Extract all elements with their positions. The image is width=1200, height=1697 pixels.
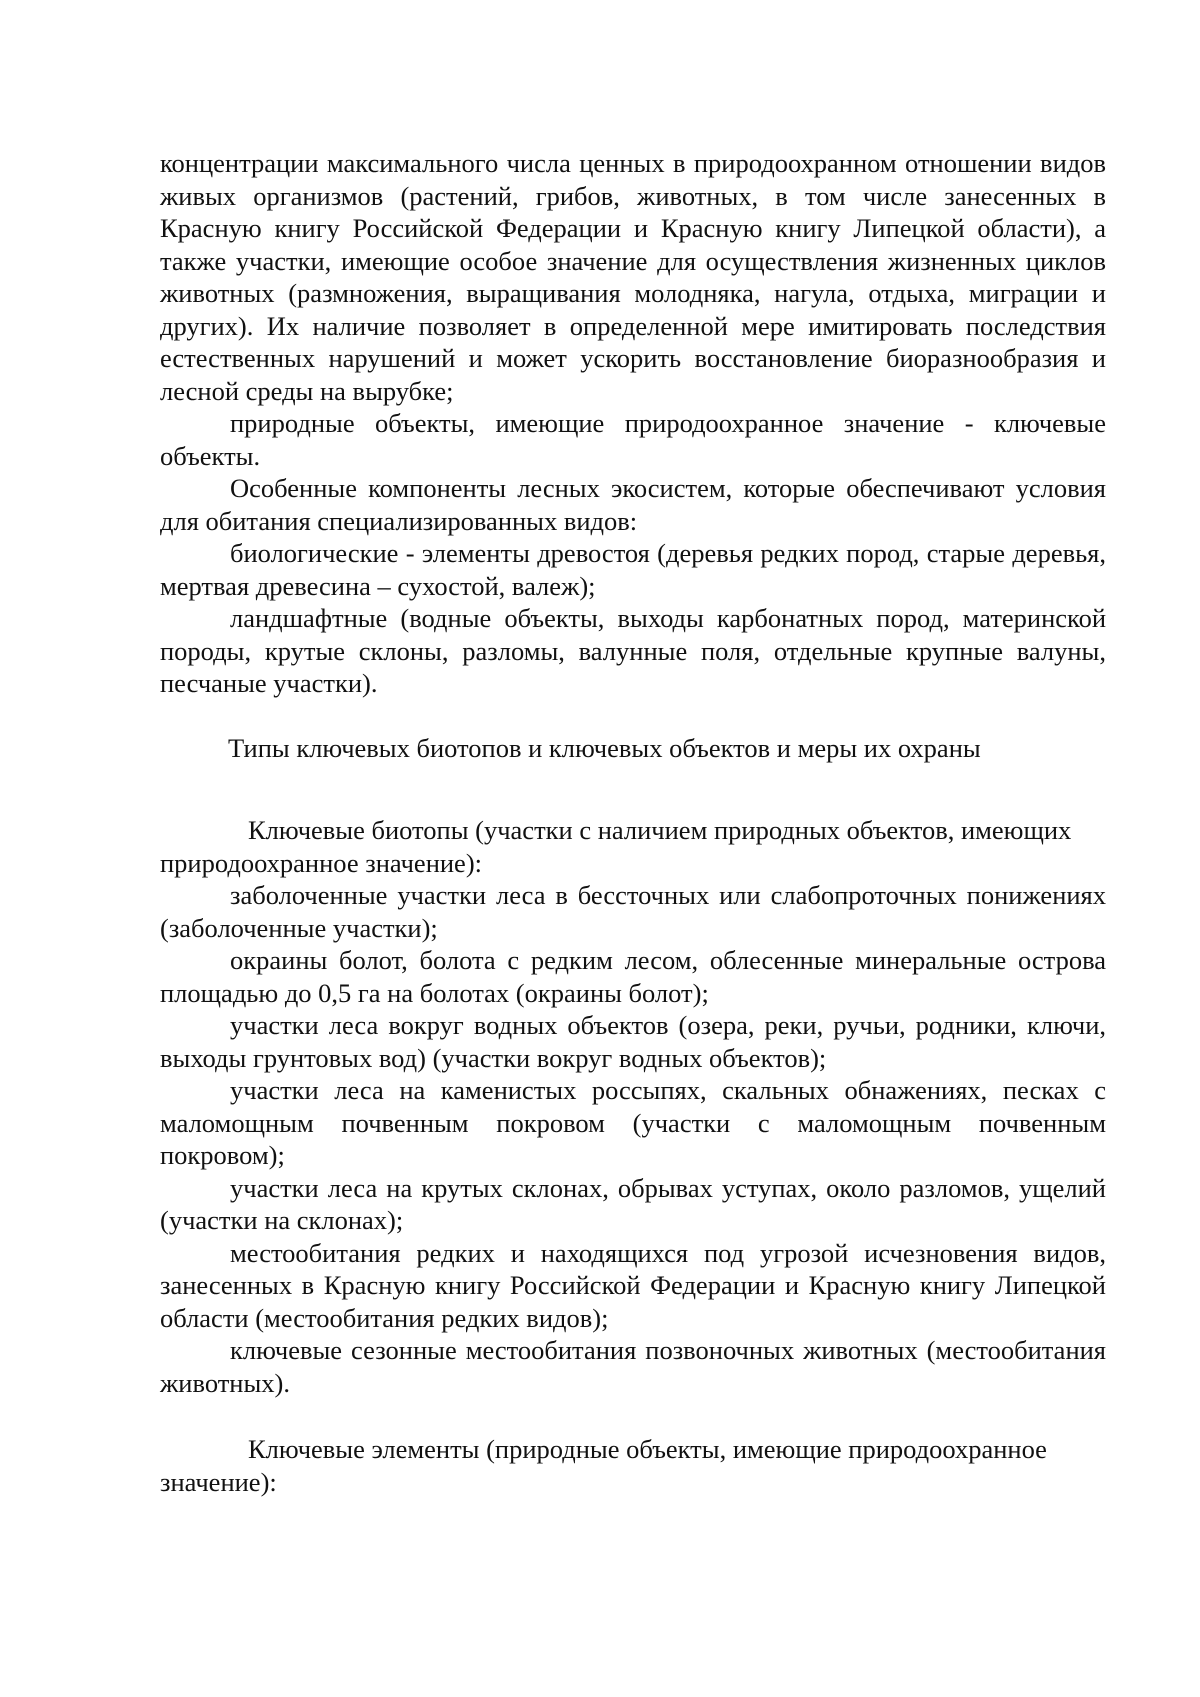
biotope-item: участки леса на каменистых россыпях, скальных обнажениях, песках с маломощным почвенным покровом (участки с маломощным почвенным покровом);: [160, 1075, 1106, 1170]
document-page: [160, 147, 1106, 1498]
elements-intro: Ключевые элементы (природные объекты, имеющие природоохранное значение):: [160, 1434, 1047, 1497]
paragraph-continuation: концентрации максимального числа ценных в природоохранном отношении видов живых организмов (растений, грибов, животных, в том числе занесенных в Красную книгу Российской Федерации и Красную книгу Липецкой области), а также участки, имеющие особое значение для осуществления жизненных циклов животных (размножения, выращивания молодняка, нагула, отдыха, миграции и других). Их наличие позволяет в определенной мере имитировать последствия естественных нарушений и может ускорить восстановление биоразнообразия и лесной среды на вырубке;: [160, 148, 1106, 406]
paragraph-biological: биологические - элементы древостоя (деревья редких пород, старые деревья, мертвая древесина – сухостой, валеж);: [160, 538, 1106, 601]
biotope-item: участки леса вокруг водных объектов (озера, реки, ручьи, родники, ключи, выходы грунтовых вод) (участки вокруг водных объектов);: [160, 1010, 1106, 1073]
biotope-item: местообитания редких и находящихся под угрозой исчезновения видов, занесенных в Красную книгу Российской Федерации и Красную книгу Липецкой области (местообитания редких видов);: [160, 1237, 1106, 1333]
paragraph-landscape: ландшафтные (водные объекты, выходы карбонатных пород, материнской породы, крутые склоны, разломы, валунные поля, отдельные крупные валуны, песчаные участки).: [160, 603, 1106, 698]
biotope-item: ключевые сезонные местообитания позвоночных животных (местообитания животных).: [160, 1335, 1106, 1398]
biotopes-intro: Ключевые биотопы (участки с наличием природных объектов, имеющих природоохранное значение):: [160, 815, 1072, 878]
biotope-item: окраины болот, болота с редким лесом, облесенные минеральные острова площадью до 0,5 га на болотах (окраины болот);: [160, 945, 1106, 1008]
paragraph-key-objects: природные объекты, имеющие природоохранное значение - ключевые объекты.: [160, 408, 1106, 471]
paragraph-special-components: Особенные компоненты лесных экосистем, которые обеспечивают условия для обитания специализированных видов:: [160, 473, 1106, 536]
spacer: [160, 700, 1106, 732]
spacer: [160, 1399, 1106, 1433]
biotope-item: заболоченные участки леса в бессточных или слабопроточных понижениях (заболоченные участки);: [160, 880, 1106, 943]
spacer: [160, 764, 1106, 814]
section-heading: Типы ключевых биотопов и ключевых объектов и меры их охраны: [228, 732, 981, 763]
biotope-item: участки леса на крутых склонах, обрывах уступах, около разломов, ущелий (участки на склонах);: [160, 1172, 1106, 1235]
